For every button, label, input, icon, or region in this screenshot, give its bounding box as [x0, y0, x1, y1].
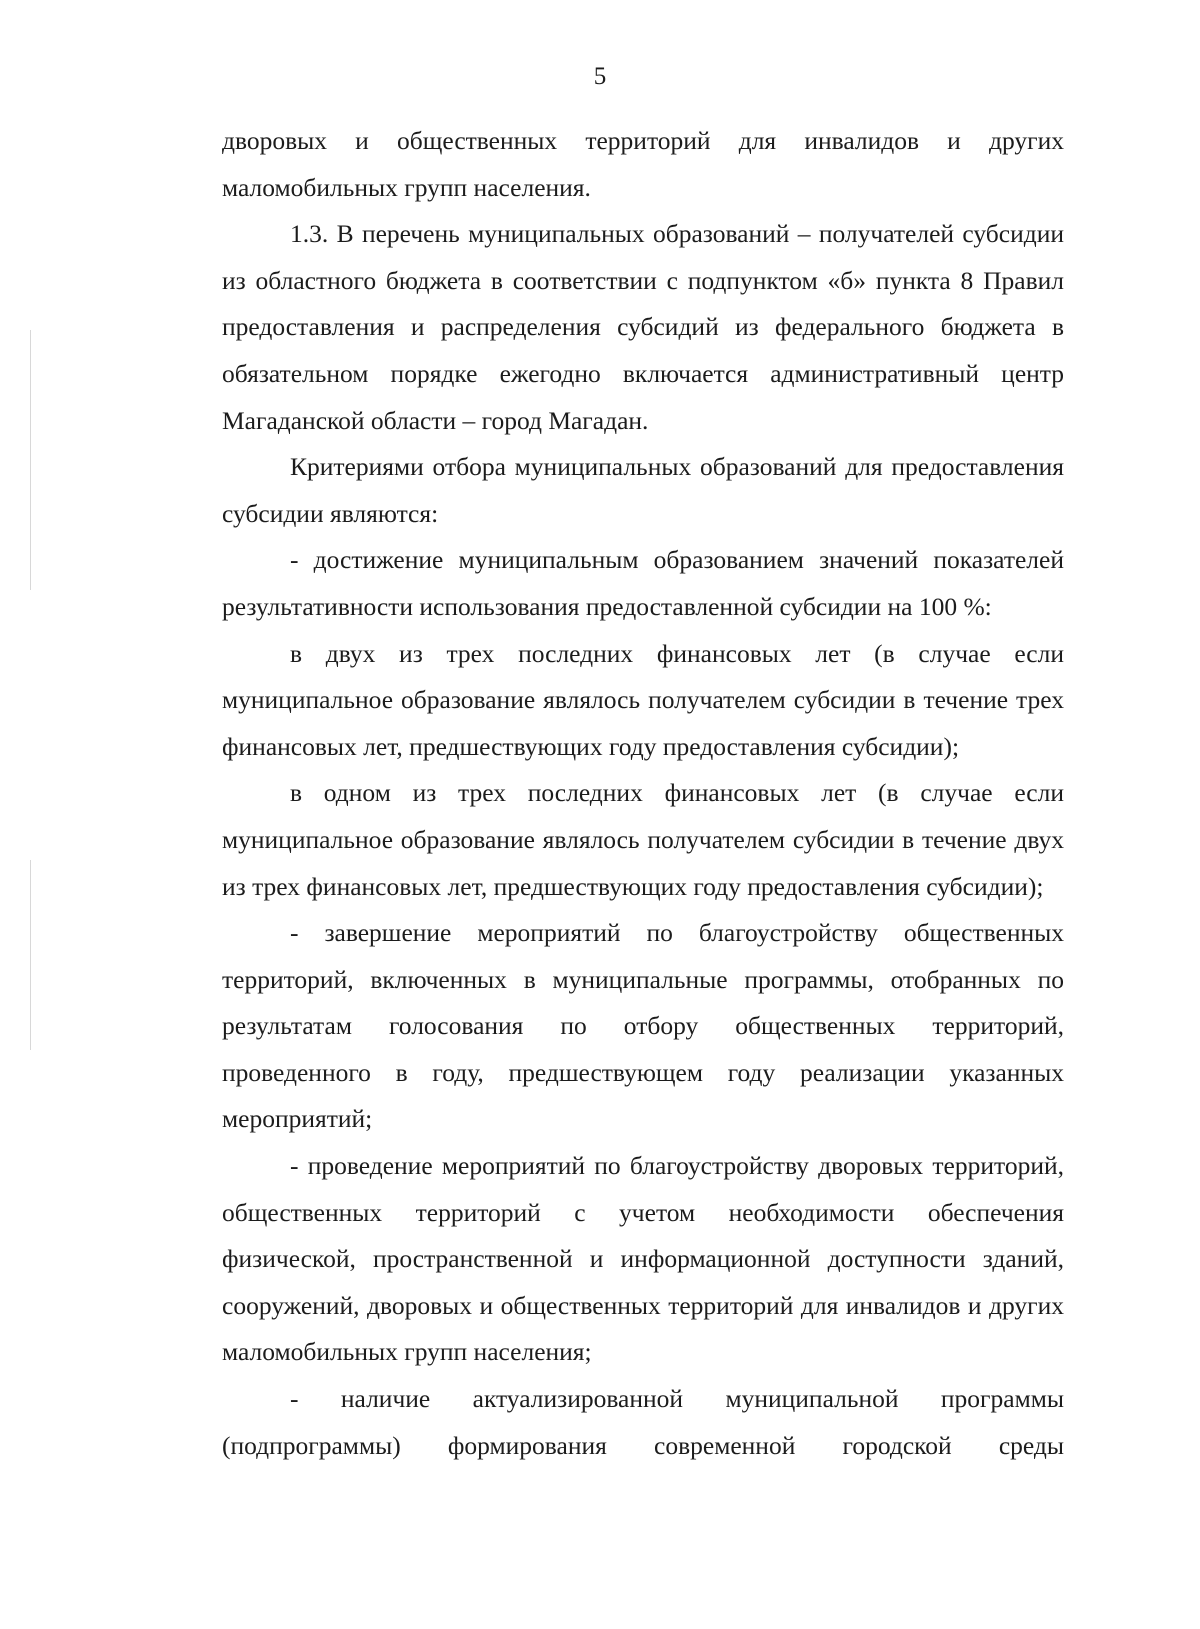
- paragraph-continuation: дворовых и общественных территорий для инвалидов и других маломобильных групп населения.: [222, 126, 1064, 202]
- paragraph-criterion-two-of-three: в двух из трех последних финансовых лет (в случае если муниципальное образование являлось получателем субсидии в течение трех финансовых лет, предшествующих году предоставления субсидии);: [222, 638, 1064, 761]
- paragraph-criterion-accessibility: - проведение мероприятий по благоустройству дворовых территорий, общественных территорий с учетом необходимости обеспечения физической, пространственной и информационной доступности зданий, сооружений, дворовых и общественных территорий для инвалидов и других маломобильных групп населения;: [222, 1151, 1064, 1367]
- paragraph-criterion-one-of-three: в одном из трех последних финансовых лет (в случае если муниципальное образование являлось получателем субсидии в течение двух из трех финансовых лет, предшествующих году предоставления субсидии);: [222, 778, 1064, 901]
- scan-edge-mark: [30, 860, 31, 1050]
- paragraph-criterion-achievement: - достижение муниципальным образованием значений показателей результативности использования предоставленной субсидии на 100 %:: [222, 545, 1064, 621]
- paragraph-criterion-completion: - завершение мероприятий по благоустройству общественных территорий, включенных в муниципальные программы, отобранных по результатам голосования по отбору общественных территорий, проведенного в году, предшествующем году реализации указанных мероприятий;: [222, 918, 1064, 1134]
- scan-edge-mark: [30, 330, 31, 590]
- page-number: 5: [593, 63, 607, 90]
- paragraph-selection-criteria: Критериями отбора муниципальных образований для предоставления субсидии являются:: [222, 452, 1064, 528]
- paragraph-clause-1-3: 1.3. В перечень муниципальных образований – получателей субсидии из областного бюджета в соответствии с подпунктом «б» пункта 8 Правил предоставления и распределения субсидий из федерального бюджета в обязательном порядке ежегодно включается административный центр Магаданской области – город Магадан.: [222, 219, 1064, 435]
- document-body: [222, 118, 1064, 1469]
- paragraph-criterion-program: - наличие актуализированной муниципальной программы (подпрограммы) формирования современной городской среды: [222, 1384, 1064, 1460]
